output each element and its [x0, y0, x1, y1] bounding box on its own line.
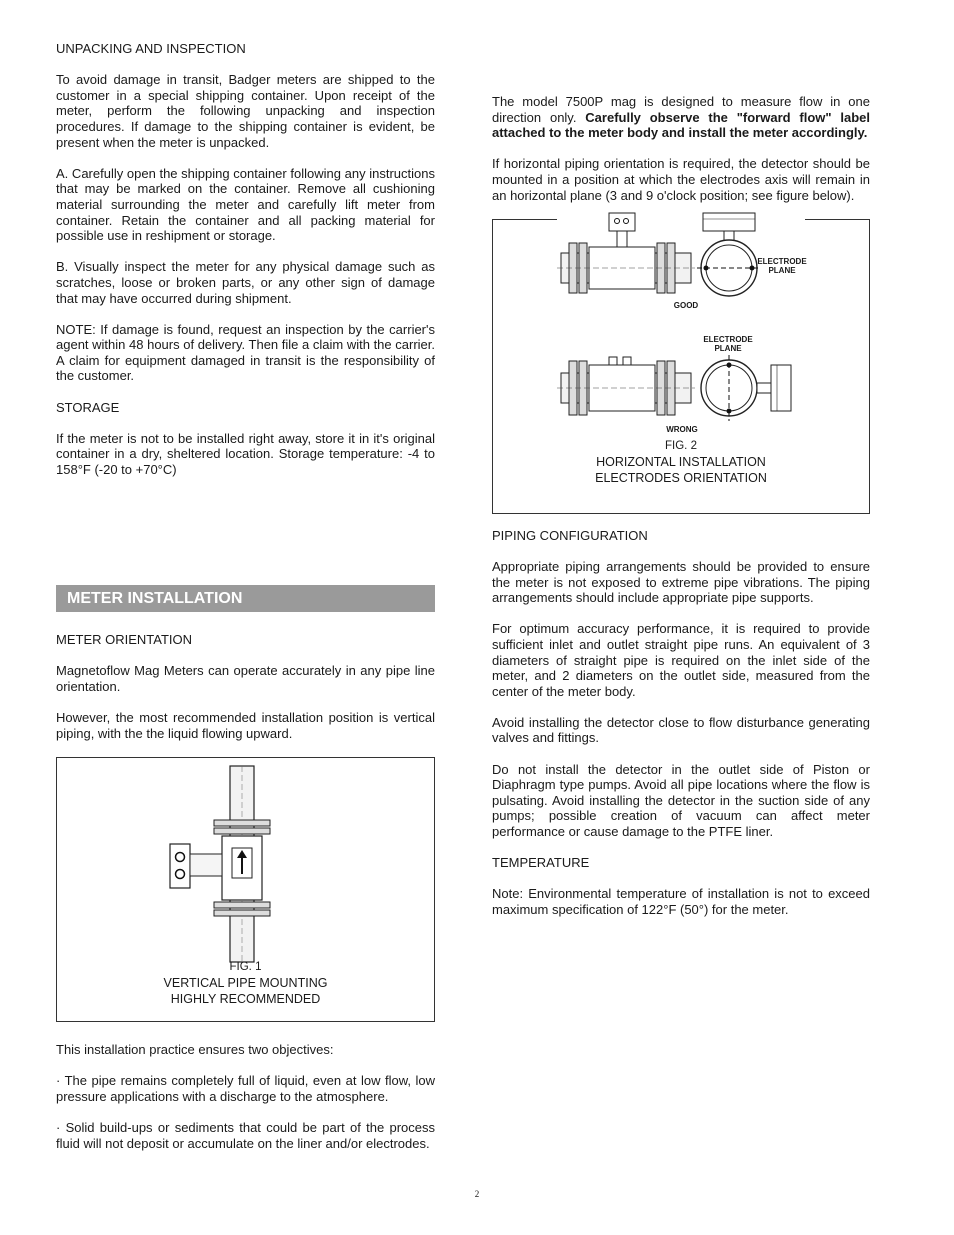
paragraph-step-a: A. Carefully open the shipping container following any instructions that may be marked on the container. Remove all cushioning material surrounding the meter and carefully lift meter from container. Retain the container and all packing material for possible use in reshipment or storage.	[56, 165, 435, 244]
label-good: GOOD	[673, 300, 699, 310]
figure-1-line-2: HIGHLY RECOMMENDED	[170, 991, 321, 1006]
figure-2-horizontal-installation	[492, 219, 870, 514]
paragraph-orientation-2: However, the most recommended installation position is vertical piping, with the the liquid flowing upward.	[56, 710, 435, 741]
bullet-1: · The pipe remains completely full of liquid, even at low flow, low pressure applications with a discharge to the atmosphere.	[56, 1073, 435, 1104]
paragraph-piping-4: Do not install the detector in the outlet side of Piston or Diaphragm type pumps. Avoid all pipe locations where the flow is pulsating. Avoid installing the detector in the suction side of any pumps; possible creation of vacuum can affect meter performance or cause damage to the PTFE liner.	[492, 761, 870, 840]
right-column	[492, 94, 870, 933]
paragraph-piping-1: Appropriate piping arrangements should be provided to ensure the meter is not exposed to extreme pipe vibrations. The piping arrangements should include appropriate pipe supports.	[492, 558, 870, 606]
paragraph-temperature: Note: Environmental temperature of installation is not to exceed maximum specification of 122°F (50°) for the meter.	[492, 886, 870, 917]
paragraph-note: NOTE: If damage is found, request an inspection by the carrier's agent within 48 hours of delivery. Then file a claim with the carrier. A claim for equipment damaged in transit is the responsibility of the customer.	[56, 321, 435, 384]
heading-unpacking: UNPACKING AND INSPECTION	[56, 41, 246, 56]
paragraph-model-bold: Carefully observe the "forward flow" label attached to the meter body and install the meter accordingly.	[492, 109, 870, 141]
paragraph-piping-2: For optimum accuracy performance, it is required to provide sufficient inlet and outlet straight pipe runs. An equivalent of 3 diameters of straight pipe is required on the inlet side of the meter, and 2 diameters on the outlet side, measured from the center of the meter body.	[492, 621, 870, 699]
paragraph-horizontal: If horizontal piping orientation is required, the detector should be mounted in a position at which the electrodes axis will remain in an horizontal plane (3 and 9 o'clock position; see figure below).	[492, 156, 870, 203]
heading-storage: STORAGE	[56, 399, 120, 415]
figure-1-caption	[57, 959, 434, 1007]
left-column	[56, 41, 435, 1167]
heading-meter-orientation: METER ORIENTATION	[56, 632, 193, 648]
label-electrode-plane-good: ELECTRODE PLANE	[757, 256, 807, 275]
paragraph-model-direction	[492, 94, 870, 141]
paragraph-step-b: B. Visually inspect the meter for any physical damage such as scratches, loose or broken parts, or any other sign of damage that may have occurred during shipment.	[56, 259, 435, 306]
paragraph-piping-3: Avoid installing the detector close to flow disturbance generating valves and fittings.	[492, 714, 870, 746]
paragraph-orientation-1: Magnetoflow Mag Meters can operate accurately in any pipe line orientation.	[56, 663, 435, 694]
figure-1-line-1: VERTICAL PIPE MOUNTING	[163, 975, 328, 990]
paragraph-storage: If the meter is not to be installed right away, store it in it's original container in a dry, sheltered location. Storage temperature: -4 to 158°F (-20 to +70°C)	[56, 430, 435, 478]
label-electrode-plane-wrong: ELECTRODE PLANE	[703, 334, 753, 353]
paragraph-objectives: This installation practice ensures two objectives:	[56, 1041, 334, 1057]
horizontal-meter-drawing	[557, 205, 817, 435]
paragraph-model-plain: The model 7500P mag is designed to measure flow in one direction only.	[492, 94, 870, 125]
section-title-meter-installation: METER INSTALLATION	[56, 585, 435, 612]
heading-piping-configuration: PIPING CONFIGURATION	[492, 527, 648, 543]
vertical-pipe-drawing	[162, 764, 342, 964]
figure-1-vertical-mounting	[56, 757, 435, 1022]
page-number: 2	[474, 1189, 480, 1199]
figure-1-number: FIG. 1	[229, 960, 262, 973]
bullet-2: · Solid build-ups or sediments that could be part of the process fluid will not deposit or accumulate on the liner and/or electrodes.	[56, 1119, 435, 1151]
label-wrong: WRONG	[666, 424, 698, 434]
figure-2-number: FIG. 2	[665, 439, 697, 452]
figure-2-line-1: HORIZONTAL INSTALLATION	[596, 454, 766, 469]
heading-temperature: TEMPERATURE	[492, 855, 590, 871]
paragraph-unpacking: To avoid damage in transit, Badger meters are shipped to the customer in a special shipping container. Upon receipt of the meter, perform the following unpacking and inspection procedures. If damage to the shipping container is evident, be present when the meter is unpacked.	[56, 72, 435, 150]
figure-2-line-2: ELECTRODES ORIENTATION	[595, 470, 767, 485]
figure-2-caption	[493, 438, 869, 486]
